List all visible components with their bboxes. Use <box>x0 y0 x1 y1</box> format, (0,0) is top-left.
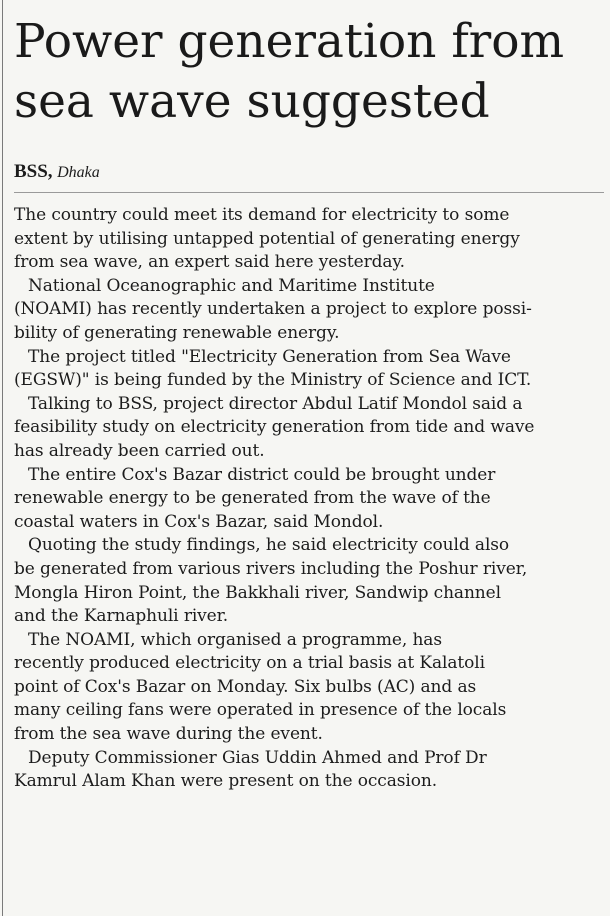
article-paragraph <box>14 534 600 628</box>
paragraph-line: extent by utilising untapped potential of generating energy <box>14 228 520 249</box>
article-paragraph <box>14 346 600 393</box>
paragraph-line: National Oceanographic and Maritime Institute <box>28 275 435 296</box>
paragraph-line: recently produced electricity on a trial basis at Kalatoli <box>14 653 485 674</box>
paragraph-line: point of Cox's Bazar on Monday. Six bulbs (AC) and as <box>14 676 477 697</box>
paragraph-line: Kamrul Alam Khan were present on the occasion. <box>14 771 438 792</box>
article-body <box>14 204 600 794</box>
byline-place: Dhaka <box>57 164 100 181</box>
byline-agency: BSS, <box>14 161 53 182</box>
paragraph-line: renewable energy to be generated from the wave of the <box>14 488 491 509</box>
paragraph-line: from sea wave, an expert said here yesterday. <box>14 252 405 273</box>
paragraph-line: The NOAMI, which organised a programme, has <box>28 629 442 650</box>
paragraph-line: from the sea wave during the event. <box>14 724 323 745</box>
article-paragraph <box>14 204 600 275</box>
article-paragraph <box>14 629 600 747</box>
paragraph-line: The entire Cox's Bazar district could be brought under <box>28 464 496 485</box>
paragraph-line: The project titled "Electricity Generation from Sea Wave <box>28 346 511 367</box>
headline-line: Power generation from <box>14 14 565 69</box>
byline <box>14 160 100 184</box>
paragraph-line: Talking to BSS, project director Abdul Latif Mondol said a <box>28 393 523 414</box>
paragraph-line: Mongla Hiron Point, the Bakkhali river, Sandwip channel <box>14 582 501 603</box>
paragraph-line: Quoting the study findings, he said electricity could also <box>28 535 510 556</box>
paragraph-line: (EGSW)" is being funded by the Ministry of Science and ICT. <box>14 370 532 391</box>
article-paragraph <box>14 393 600 464</box>
paragraph-line: bility of generating renewable energy. <box>14 322 340 343</box>
paragraph-line: many ceiling fans were operated in presence of the locals <box>14 700 507 721</box>
paragraph-line: coastal waters in Cox's Bazar, said Mondol. <box>14 511 384 532</box>
article-paragraph <box>14 464 600 535</box>
paragraph-line: (NOAMI) has recently undertaken a project to explore possi- <box>14 299 532 320</box>
paragraph-line: has already been carried out. <box>14 440 265 461</box>
byline-divider <box>14 192 604 193</box>
paragraph-line: feasibility study on electricity generation from tide and wave <box>14 417 535 438</box>
paragraph-line: be generated from various rivers including the Poshur river, <box>14 558 528 579</box>
article-paragraph <box>14 747 600 794</box>
article-headline <box>14 12 604 132</box>
paragraph-line: and the Karnaphuli river. <box>14 606 229 627</box>
column-rule <box>2 0 3 916</box>
headline-line: sea wave suggested <box>14 74 490 129</box>
article-paragraph <box>14 275 600 346</box>
paragraph-line: The country could meet its demand for electricity to some <box>14 205 510 225</box>
paragraph-line: Deputy Commissioner Gias Uddin Ahmed and Prof Dr <box>28 747 487 768</box>
